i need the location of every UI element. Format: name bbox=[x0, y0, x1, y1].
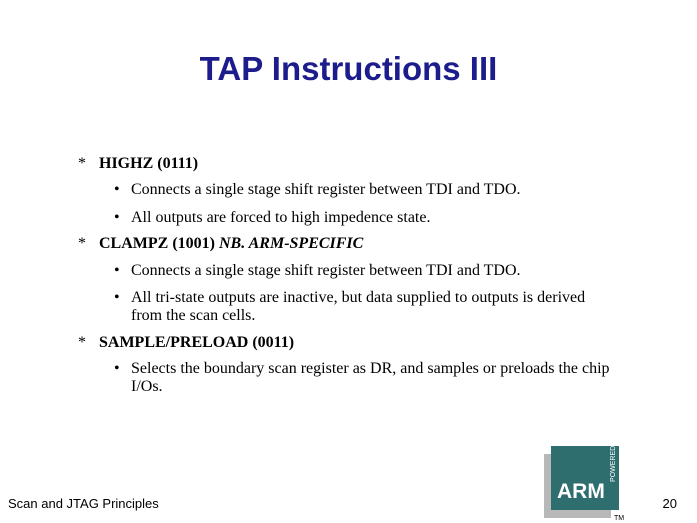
item-marker: * bbox=[78, 334, 86, 351]
page-number: 20 bbox=[662, 496, 677, 511]
item-label bbox=[99, 155, 198, 173]
trademark-mark: TM bbox=[614, 515, 625, 522]
bullet-text: Connects a single stage shift register between TDI and TDO. bbox=[131, 181, 521, 198]
item-label-bold: CLAMPZ (1001) bbox=[99, 235, 215, 252]
arm-powered-logo bbox=[544, 446, 619, 518]
bullet-marker: • bbox=[114, 360, 120, 377]
item-marker: * bbox=[78, 235, 86, 252]
item-label-bold: HIGHZ (0111) bbox=[99, 155, 199, 172]
bullet-text: Selects the boundary scan register as DR, and samples or preloads the chip I/Os. bbox=[131, 360, 610, 395]
item-label bbox=[99, 235, 363, 253]
bullet-marker: • bbox=[114, 289, 120, 306]
logo-text: ARM bbox=[557, 480, 605, 503]
slide-title: TAP Instructions III bbox=[199, 50, 498, 87]
bullet-text: All tri-state outputs are inactive, but data supplied to outputs is derived from the scan cells. bbox=[131, 289, 586, 324]
bullet-marker: • bbox=[114, 262, 120, 279]
bullet-marker: • bbox=[114, 209, 120, 226]
logo-vertical-text: POWERED bbox=[610, 446, 617, 482]
bullet-text: All outputs are forced to high impedence state. bbox=[131, 209, 431, 226]
item-marker: * bbox=[78, 155, 86, 172]
bullet-marker: • bbox=[114, 181, 120, 198]
bullet-text: Connects a single stage shift register between TDI and TDO. bbox=[131, 262, 521, 279]
item-label bbox=[99, 334, 294, 352]
item-label-bold: SAMPLE/PRELOAD (0011) bbox=[99, 334, 295, 351]
footer-title: Scan and JTAG Principles bbox=[8, 496, 159, 511]
item-label-italic: NB. ARM-SPECIFIC bbox=[218, 235, 364, 252]
